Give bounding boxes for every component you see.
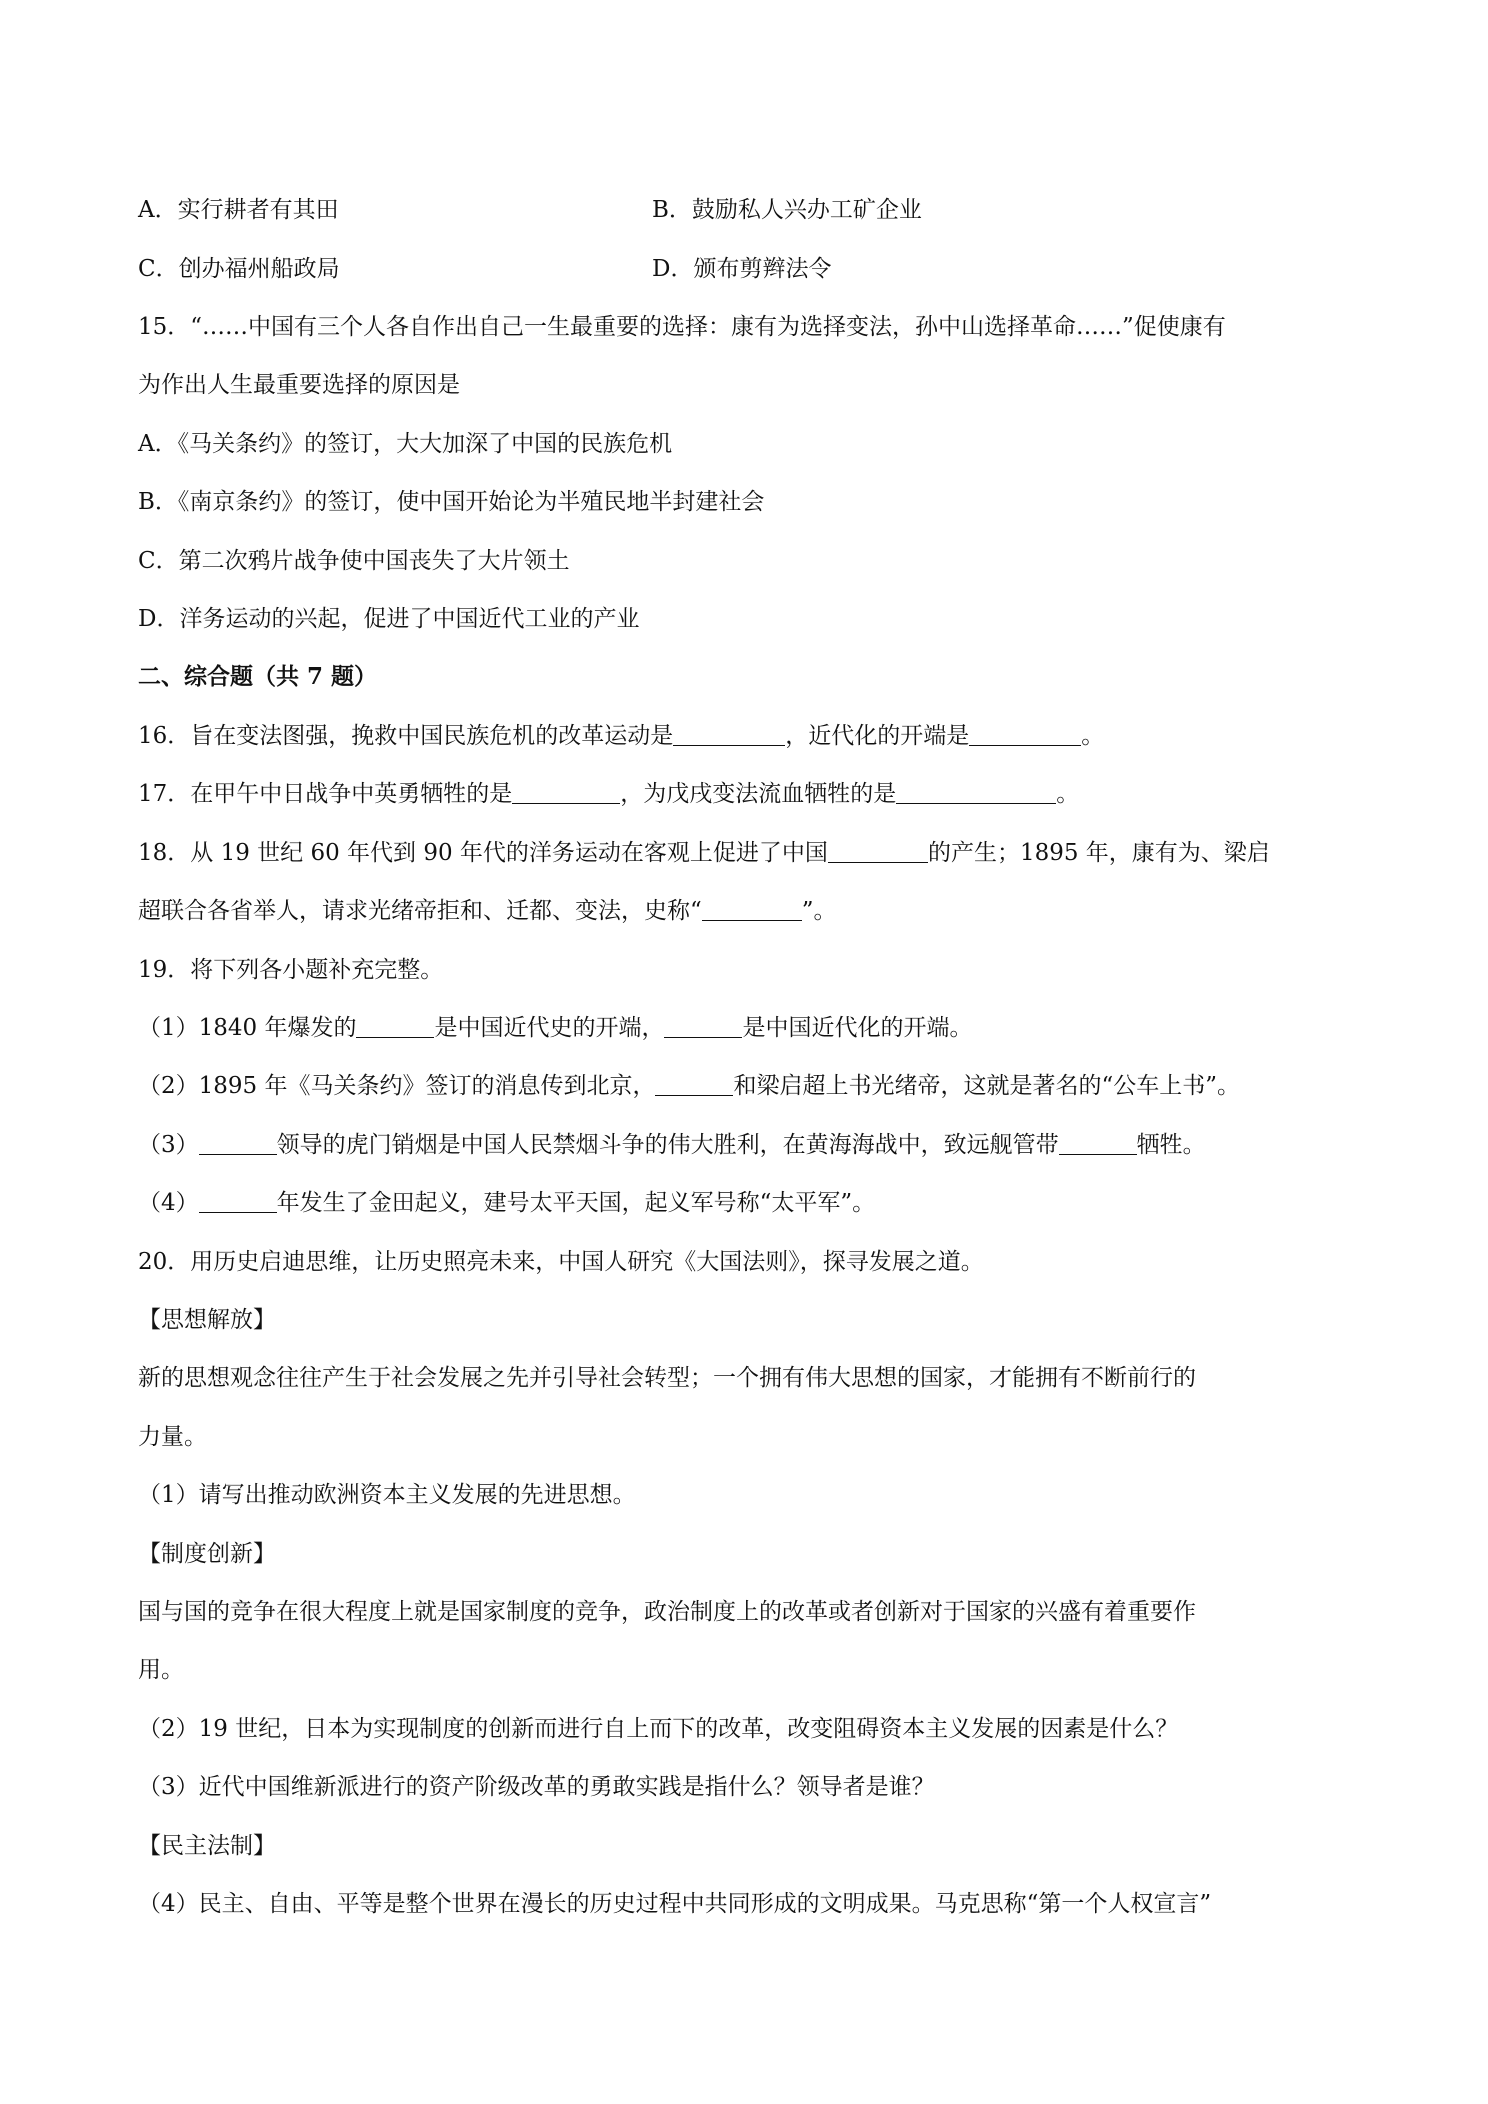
q16-text-3: 。 xyxy=(1081,723,1105,749)
q19-sub4-blank[interactable] xyxy=(199,1190,277,1213)
q17-text-1: 17．在甲午中日战争中英勇牺牲的是 xyxy=(138,781,513,807)
q19-sub1-blank-1[interactable] xyxy=(356,1015,434,1038)
q16-text-2: ，近代化的开端是 xyxy=(785,723,970,749)
q18-text-3: 超联合各省举人，请求光绪帝拒和、迁都、变法，史称“ xyxy=(138,898,702,924)
q16-text-1: 16．旨在变法图强，挽救中国民族危机的改革运动是 xyxy=(138,723,674,749)
q18-line1 xyxy=(138,837,1270,869)
q18-blank-1[interactable] xyxy=(828,840,928,863)
q19-stem: 19．将下列各小题补充完整。 xyxy=(138,957,444,983)
q20-text1-line1: 新的思想观念往往产生于社会发展之先并引导社会转型；一个拥有伟大思想的国家，才能拥有不断前行的 xyxy=(138,1365,1196,1391)
q15-option-b: B．《南京条约》的签订，使中国开始论为半殖民地半封建社会 xyxy=(138,489,765,515)
q17-text-2: ，为戊戌变法流血牺牲的是 xyxy=(620,781,897,807)
q19-sub3 xyxy=(138,1129,1206,1161)
q19-sub1-text-2: 是中国近代史的开端， xyxy=(434,1015,665,1041)
q19-sub1-blank-2[interactable] xyxy=(664,1015,742,1038)
q15-option-c: C．第二次鸦片战争使中国丧失了大片领土 xyxy=(138,548,570,574)
q18-text-4: ”。 xyxy=(801,898,837,924)
q20-heading-thought: 【思想解放】 xyxy=(138,1307,276,1333)
q19-sub2-blank[interactable] xyxy=(655,1073,733,1096)
q20-text2-line2: 用。 xyxy=(138,1657,184,1683)
q20-heading-system: 【制度创新】 xyxy=(138,1541,276,1567)
q19-sub4-text-1: （4） xyxy=(138,1190,199,1216)
q19-sub2-text-2: 和梁启超上书光绪帝，这就是著名的“公车上书”。 xyxy=(733,1073,1241,1099)
q15-stem-line1: 15．“……中国有三个人各自作出自己一生最重要的选择：康有为选择变法，孙中山选择革命……”促使康有 xyxy=(138,314,1226,340)
q20-sub3: （3）近代中国维新派进行的资产阶级改革的勇敢实践是指什么？领导者是谁？ xyxy=(138,1774,935,1800)
q18-blank-2[interactable] xyxy=(702,898,802,921)
q19-sub1 xyxy=(138,1012,972,1044)
q19-sub3-text-3: 牺牲。 xyxy=(1136,1132,1206,1158)
q19-sub4-text-2: 年发生了金田起义，建号太平天国，起义军号称“太平军”。 xyxy=(276,1190,876,1216)
q20-heading-democracy: 【民主法制】 xyxy=(138,1833,276,1859)
q19-sub3-blank-2[interactable] xyxy=(1059,1132,1137,1155)
q15-option-a: A．《马关条约》的签订，大大加深了中国的民族危机 xyxy=(138,431,673,457)
q14-option-b: B．鼓励私人兴办工矿企业 xyxy=(652,197,922,223)
q15-option-d: D．洋务运动的兴起，促进了中国近代工业的产业 xyxy=(138,606,640,632)
q16-blank-1[interactable] xyxy=(673,723,785,746)
q18-line2 xyxy=(138,895,837,927)
q20-sub2: （2）19 世纪，日本为实现制度的创新而进行自上而下的改革，改变阻碍资本主义发展的因素是什么？ xyxy=(138,1716,1179,1742)
q19-sub1-text-3: 是中国近代化的开端。 xyxy=(742,1015,973,1041)
q17-blank-2[interactable] xyxy=(896,781,1056,804)
q18-text-2: 的产生；1895 年，康有为、梁启 xyxy=(927,840,1270,866)
q20-sub4: （4）民主、自由、平等是整个世界在漫长的历史过程中共同形成的文明成果。马克思称“第一个人权宣言” xyxy=(138,1891,1212,1917)
q19-sub2-text-1: （2）1895 年《马关条约》签订的消息传到北京， xyxy=(138,1073,656,1099)
q20-text1-line2: 力量。 xyxy=(138,1424,207,1450)
q17-blank-1[interactable] xyxy=(512,781,620,804)
q18-text-1: 18．从 19 世纪 60 年代到 90 年代的洋务运动在客观上促进了中国 xyxy=(138,840,828,866)
q19-sub3-text-1: （3） xyxy=(138,1132,199,1158)
q14-option-a: A．实行耕者有其田 xyxy=(138,197,339,223)
q17-text-3: 。 xyxy=(1056,781,1080,807)
q20-stem: 20．用历史启迪思维，让历史照亮未来，中国人研究《大国法则》，探寻发展之道。 xyxy=(138,1249,984,1275)
q19-sub3-text-2: 领导的虎门销烟是中国人民禁烟斗争的伟大胜利，在黄海海战中，致远舰管带 xyxy=(276,1132,1059,1158)
section-title: 二、综合题（共 7 题） xyxy=(138,663,378,690)
q14-option-d: D．颁布剪辫法令 xyxy=(652,256,832,282)
q19-sub1-text-1: （1）1840 年爆发的 xyxy=(138,1015,357,1041)
q14-option-c: C．创办福州船政局 xyxy=(138,256,340,282)
q19-sub2 xyxy=(138,1070,1240,1102)
q20-text2-line1: 国与国的竞争在很大程度上就是国家制度的竞争，政治制度上的改革或者创新对于国家的兴盛有着重要作 xyxy=(138,1599,1196,1625)
q16 xyxy=(138,720,1104,752)
q16-blank-2[interactable] xyxy=(969,723,1081,746)
q20-sub1: （1）请写出推动欧洲资本主义发展的先进思想。 xyxy=(138,1482,636,1508)
q19-sub3-blank-1[interactable] xyxy=(199,1132,277,1155)
q19-sub4 xyxy=(138,1187,875,1219)
q17 xyxy=(138,778,1079,810)
q15-stem-line2: 为作出人生最重要选择的原因是 xyxy=(138,372,460,398)
